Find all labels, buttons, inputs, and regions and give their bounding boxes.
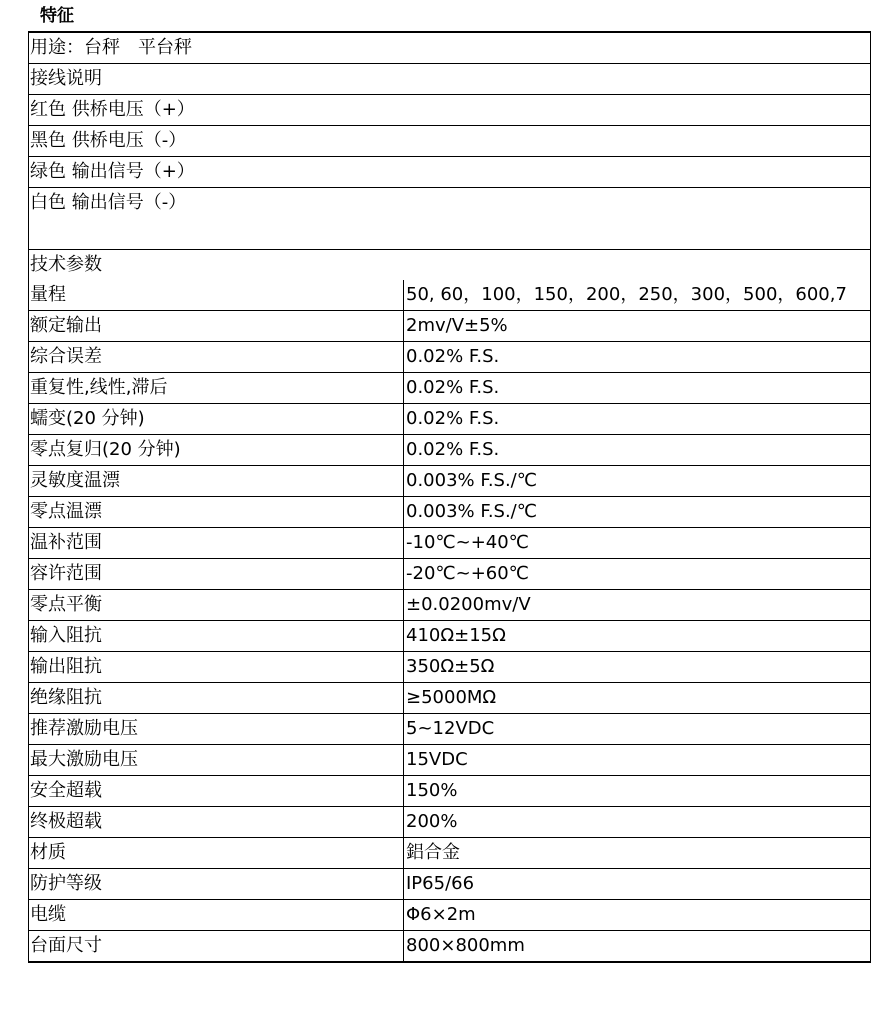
param-value: 2mv/V±5% <box>406 315 508 336</box>
param-row <box>29 713 870 744</box>
param-row <box>29 620 870 651</box>
param-value: 50, 60，100，150，200，250，300，500，600,7 <box>406 284 847 305</box>
wire-green-cell: 绿色 输出信号（+） <box>30 161 195 182</box>
param-row <box>29 806 870 837</box>
param-row <box>29 682 870 713</box>
param-row <box>29 775 870 806</box>
param-value: 0.02% F.S. <box>406 439 500 460</box>
param-row <box>29 744 870 775</box>
wiring-title-cell: 接线说明 <box>30 68 102 89</box>
wiring-title-row <box>29 63 870 94</box>
tech-params-title-cell: 技术参数 <box>30 254 102 275</box>
param-value: 0.003% F.S./℃ <box>406 470 537 491</box>
wire-red-cell: 红色 供桥电压（+） <box>30 99 195 120</box>
param-value: 15VDC <box>406 749 468 770</box>
param-row <box>29 837 870 868</box>
param-value: Φ6×2m <box>406 904 476 925</box>
param-label: 零点复归(20 分钟) <box>29 435 404 465</box>
param-label: 台面尺寸 <box>29 931 404 961</box>
param-row <box>29 403 870 434</box>
param-value: 0.003% F.S./℃ <box>406 501 537 522</box>
param-row <box>29 558 870 589</box>
param-label: 零点温漂 <box>29 497 404 527</box>
param-value: 5~12VDC <box>406 718 495 739</box>
tech-params-title-row <box>29 249 870 280</box>
param-row <box>29 372 870 403</box>
param-label: 材质 <box>29 838 404 868</box>
param-label: 最大激励电压 <box>29 745 404 775</box>
param-label: 零点平衡 <box>29 590 404 620</box>
usage-row <box>29 33 870 63</box>
param-label: 重复性,线性,滞后 <box>29 373 404 403</box>
param-value: ≥5000MΩ <box>406 687 497 708</box>
param-value: 200% <box>406 811 458 832</box>
param-label: 输出阻抗 <box>29 652 404 682</box>
param-label: 综合误差 <box>29 342 404 372</box>
param-value: -20℃~+60℃ <box>406 563 529 584</box>
param-value: -10℃~+40℃ <box>406 532 529 553</box>
param-value: 800×800mm <box>406 935 525 956</box>
param-row <box>29 280 870 310</box>
param-row <box>29 868 870 899</box>
wire-white-row <box>29 187 870 249</box>
param-row <box>29 465 870 496</box>
param-value: 鋁合金 <box>406 842 460 863</box>
wire-red-row <box>29 94 870 125</box>
param-row <box>29 341 870 372</box>
param-label: 灵敏度温漂 <box>29 466 404 496</box>
param-label: 防护等级 <box>29 869 404 899</box>
usage-cell: 用途：台秤 平台秤 <box>30 37 192 58</box>
param-label: 安全超载 <box>29 776 404 806</box>
param-row <box>29 434 870 465</box>
param-row <box>29 651 870 682</box>
wire-black-row <box>29 125 870 156</box>
param-row <box>29 930 870 961</box>
param-value: 0.02% F.S. <box>406 346 500 367</box>
param-label: 推荐激励电压 <box>29 714 404 744</box>
wire-green-row <box>29 156 870 187</box>
param-value: ±0.0200mv/V <box>406 594 531 615</box>
spec-table <box>28 31 871 963</box>
param-label: 温补范围 <box>29 528 404 558</box>
param-label: 容许范围 <box>29 559 404 589</box>
param-row <box>29 310 870 341</box>
param-label: 输入阻抗 <box>29 621 404 651</box>
param-row <box>29 496 870 527</box>
param-value: 0.02% F.S. <box>406 408 500 429</box>
param-label: 额定输出 <box>29 311 404 341</box>
param-value: IP65/66 <box>406 873 475 894</box>
param-label: 绝缘阻抗 <box>29 683 404 713</box>
param-value: 410Ω±15Ω <box>406 625 506 646</box>
param-label: 蠕变(20 分钟) <box>29 404 404 434</box>
wire-white-cell: 白色 输出信号（-） <box>30 192 187 213</box>
param-row <box>29 899 870 930</box>
spec-heading: 特征 <box>40 6 74 26</box>
param-value: 350Ω±5Ω <box>406 656 495 677</box>
wire-black-cell: 黑色 供桥电压（-） <box>30 130 187 151</box>
param-value: 0.02% F.S. <box>406 377 500 398</box>
param-label: 量程 <box>29 280 404 310</box>
param-row <box>29 527 870 558</box>
param-row <box>29 589 870 620</box>
param-value: 150% <box>406 780 458 801</box>
param-label: 电缆 <box>29 900 404 930</box>
param-label: 终极超载 <box>29 807 404 837</box>
